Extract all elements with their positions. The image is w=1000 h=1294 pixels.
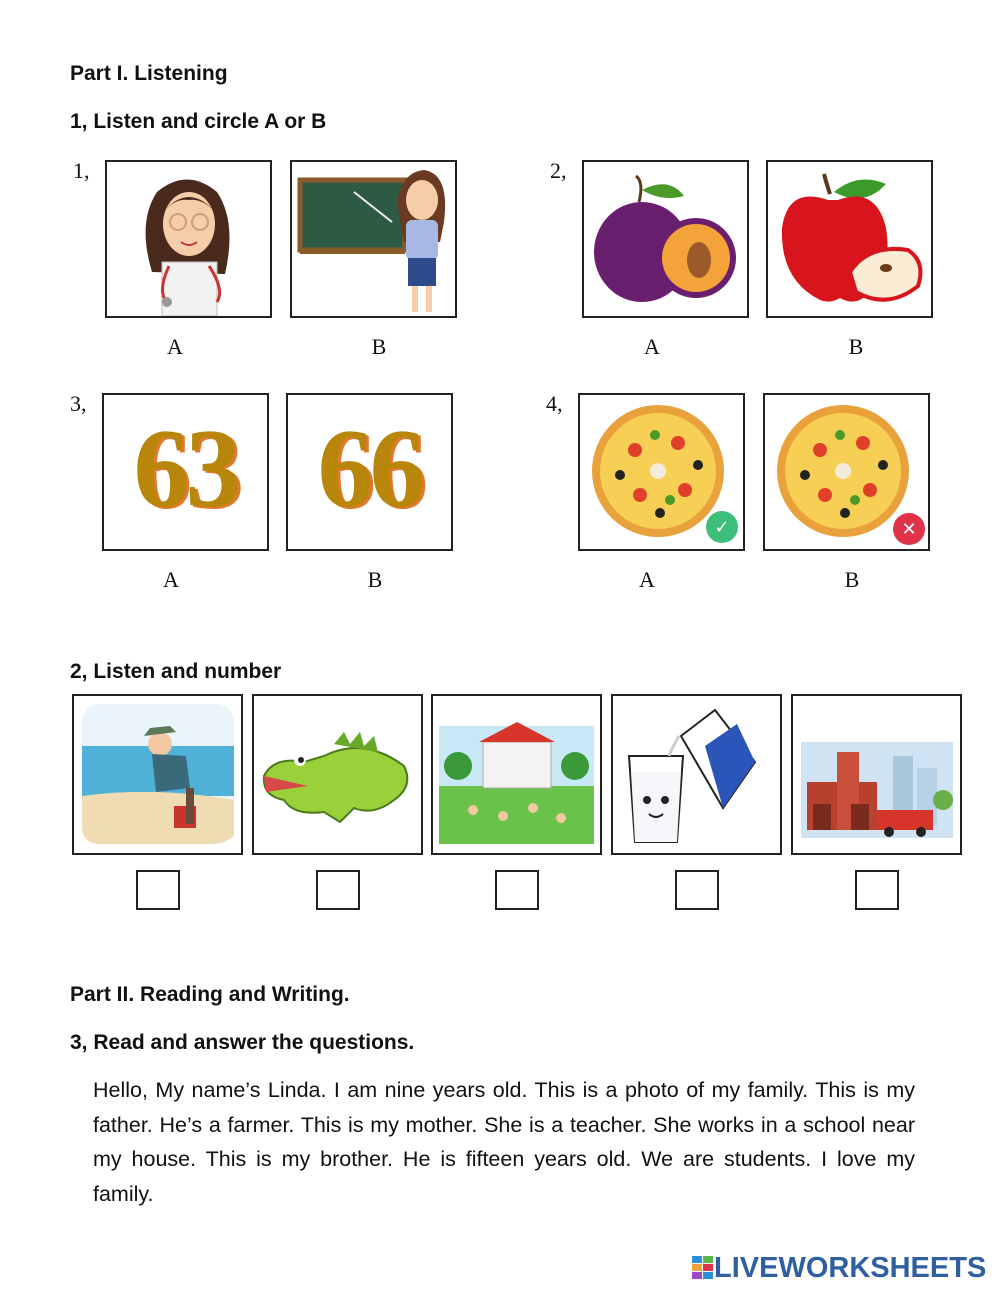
q2-label-b: B [848, 334, 864, 359]
question-1-number: 1, [73, 158, 90, 183]
q3-label-b: B [367, 567, 383, 592]
school-icon [433, 696, 600, 853]
beach-icon [74, 696, 241, 853]
crocodile-icon [254, 696, 421, 853]
apple-icon [768, 162, 931, 316]
section1-title: 1, Listen and circle A or B [70, 110, 327, 133]
wrong-cross-icon: ✕ [893, 513, 925, 545]
part1-title: Part I. Listening [70, 62, 228, 85]
answer-box-3[interactable] [495, 870, 539, 910]
logo-wordmark: LIVEWORKSHEETS [714, 1251, 987, 1284]
answer-box-4[interactable] [675, 870, 719, 910]
question-4-number: 4, [546, 391, 563, 416]
teacher-icon [292, 162, 455, 316]
picture-fire-station [791, 694, 962, 855]
q3-number-a: 63 [133, 407, 238, 531]
question-3-number: 3, [70, 391, 87, 416]
q2-option-b-apple[interactable] [766, 160, 933, 318]
fire-station-icon [793, 696, 960, 853]
part2-title: Part II. Reading and Writing. [70, 983, 350, 1006]
picture-beach [72, 694, 243, 855]
q2-option-a-plum[interactable] [582, 160, 749, 318]
plum-icon [584, 162, 747, 316]
answer-box-2[interactable] [316, 870, 360, 910]
q3-option-b[interactable] [286, 393, 453, 551]
q3-option-a[interactable] [102, 393, 269, 551]
logo-mark-icon [692, 1254, 714, 1282]
q3-label-a: A [163, 567, 179, 592]
picture-milk [611, 694, 782, 855]
q4-option-b-pizza[interactable] [763, 393, 930, 551]
picture-crocodile [252, 694, 423, 855]
q1-option-b-teacher[interactable] [290, 160, 457, 318]
q1-label-a: A [167, 334, 183, 359]
picture-school [431, 694, 602, 855]
q1-label-b: B [371, 334, 387, 359]
liveworksheets-logo[interactable] [692, 1252, 986, 1284]
q3-number-b: 66 [317, 407, 422, 531]
q1-option-a-doctor[interactable] [105, 160, 272, 318]
correct-check-icon: ✓ [706, 511, 738, 543]
q4-label-a: A [639, 567, 655, 592]
q4-label-b: B [844, 567, 860, 592]
q4-option-a-pizza[interactable] [578, 393, 745, 551]
milk-icon [613, 696, 780, 853]
section3-title: 3, Read and answer the questions. [70, 1031, 415, 1054]
section2-title: 2, Listen and number [70, 660, 282, 683]
reading-passage: Hello, My name’s Linda. I am nine years old. This is a photo of my family. This is my father. He’s a farmer. This is my mother. She is a teacher. She works in a school near my house. This is my brother. He is fifteen years old. We are students. I love my family. [93, 1078, 915, 1206]
doctor-icon [107, 162, 270, 316]
question-2-number: 2, [550, 158, 567, 183]
answer-box-5[interactable] [855, 870, 899, 910]
q2-label-a: A [644, 334, 660, 359]
answer-box-1[interactable] [136, 870, 180, 910]
